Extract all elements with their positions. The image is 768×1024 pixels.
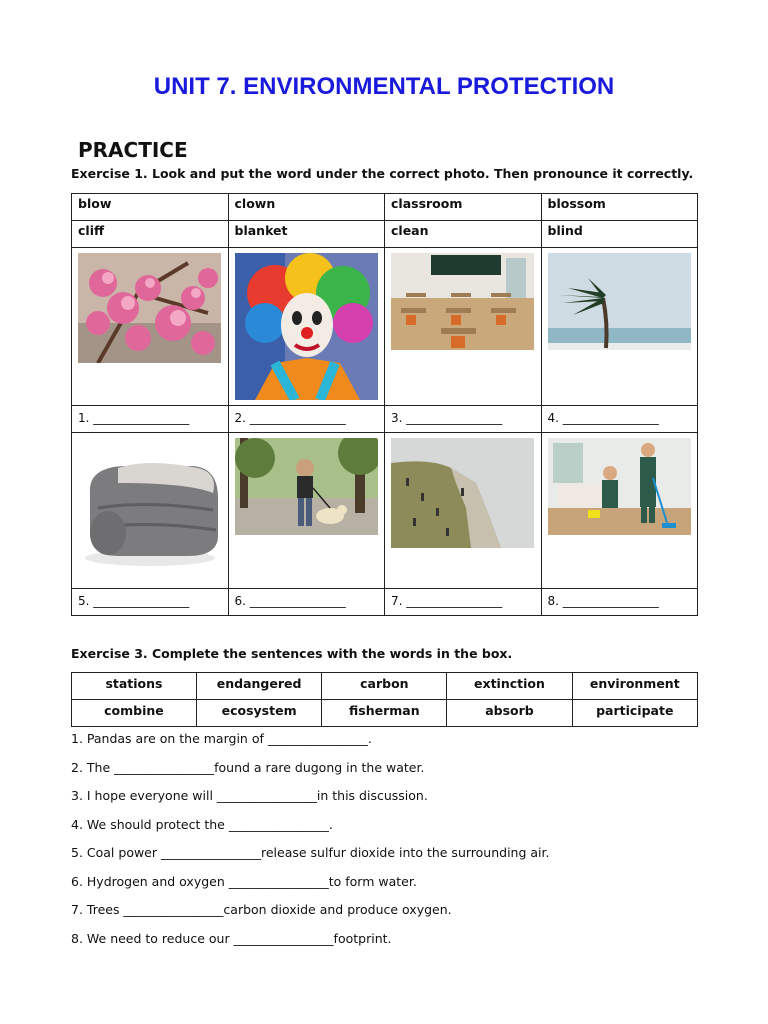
blind-man-with-guide-dog-photo	[235, 438, 378, 535]
exercise3-heading: Exercise 3. Complete the sentences with the words in the box.	[71, 646, 513, 661]
word-cell: blow	[72, 194, 229, 221]
photo-cell	[541, 248, 698, 406]
cliff-photo	[391, 438, 534, 548]
answer-blank[interactable]: 8. ________________	[541, 589, 698, 616]
sentence-item[interactable]: 2. The ________________found a rare dugong in the water.	[71, 759, 425, 775]
page-title: UNIT 7. ENVIRONMENTAL PROTECTION	[153, 73, 615, 100]
sentence-item[interactable]: 3. I hope everyone will ________________in this discussion.	[71, 788, 428, 803]
photo-cell	[72, 248, 229, 406]
word-box-table	[71, 672, 698, 727]
answer-blank[interactable]: 7. ________________	[385, 589, 542, 616]
word-cell: blanket	[228, 221, 385, 248]
answer-blank[interactable]: 4. ________________	[541, 406, 698, 433]
word-cell: clown	[228, 194, 385, 221]
word-box-cell: environment	[572, 673, 697, 700]
cherry-blossom-photo	[78, 253, 221, 363]
windblown-palm-photo	[548, 253, 691, 350]
answer-blank[interactable]: 2. ________________	[228, 406, 385, 433]
word-box-cell: participate	[572, 700, 697, 727]
classroom-photo	[391, 253, 534, 350]
sentence-item[interactable]: 6. Hydrogen and oxygen ________________to form water.	[71, 873, 417, 889]
word-box-cell: carbon	[322, 673, 447, 700]
word-box-cell: fisherman	[322, 700, 447, 727]
sentence-list	[71, 729, 549, 957]
section-heading: PRACTICE	[78, 138, 188, 162]
word-cell: blossom	[541, 194, 698, 221]
cleaning-photo	[548, 438, 691, 535]
answer-blank[interactable]: 6. ________________	[228, 589, 385, 616]
sentence-item[interactable]: 7. Trees ________________carbon dioxide and produce oxygen.	[71, 902, 452, 917]
answer-blank[interactable]: 5. ________________	[72, 589, 229, 616]
photo-cell	[228, 433, 385, 589]
photo-cell	[385, 248, 542, 406]
answer-blank[interactable]: 3. ________________	[385, 406, 542, 433]
exercise1-table	[71, 193, 698, 616]
word-box-cell: extinction	[447, 673, 572, 700]
sentence-item[interactable]: 8. We need to reduce our ________________footprint.	[71, 930, 392, 946]
word-box-cell: ecosystem	[196, 700, 321, 727]
answer-blank[interactable]: 1. ________________	[72, 406, 229, 433]
photo-cell	[541, 433, 698, 589]
word-box-cell: absorb	[447, 700, 572, 727]
word-cell: blind	[541, 221, 698, 248]
exercise1-heading: Exercise 1. Look and put the word under the correct photo. Then pronounce it correctly.	[71, 166, 694, 181]
word-cell: cliff	[72, 221, 229, 248]
sentence-item[interactable]: 1. Pandas are on the margin of ________________.	[71, 731, 372, 746]
photo-cell	[228, 248, 385, 406]
word-box-cell: endangered	[196, 673, 321, 700]
word-cell: clean	[385, 221, 542, 248]
word-box-cell: combine	[72, 700, 197, 727]
photo-cell	[385, 433, 542, 589]
sentence-item[interactable]: 5. Coal power ________________release sulfur dioxide into the surrounding air.	[71, 845, 550, 860]
photo-cell	[72, 433, 229, 589]
word-box-cell: stations	[72, 673, 197, 700]
folded-blanket-photo	[78, 438, 221, 578]
sentence-item[interactable]: 4. We should protect the ________________.	[71, 816, 333, 832]
word-cell: classroom	[385, 194, 542, 221]
clown-photo	[235, 253, 378, 400]
